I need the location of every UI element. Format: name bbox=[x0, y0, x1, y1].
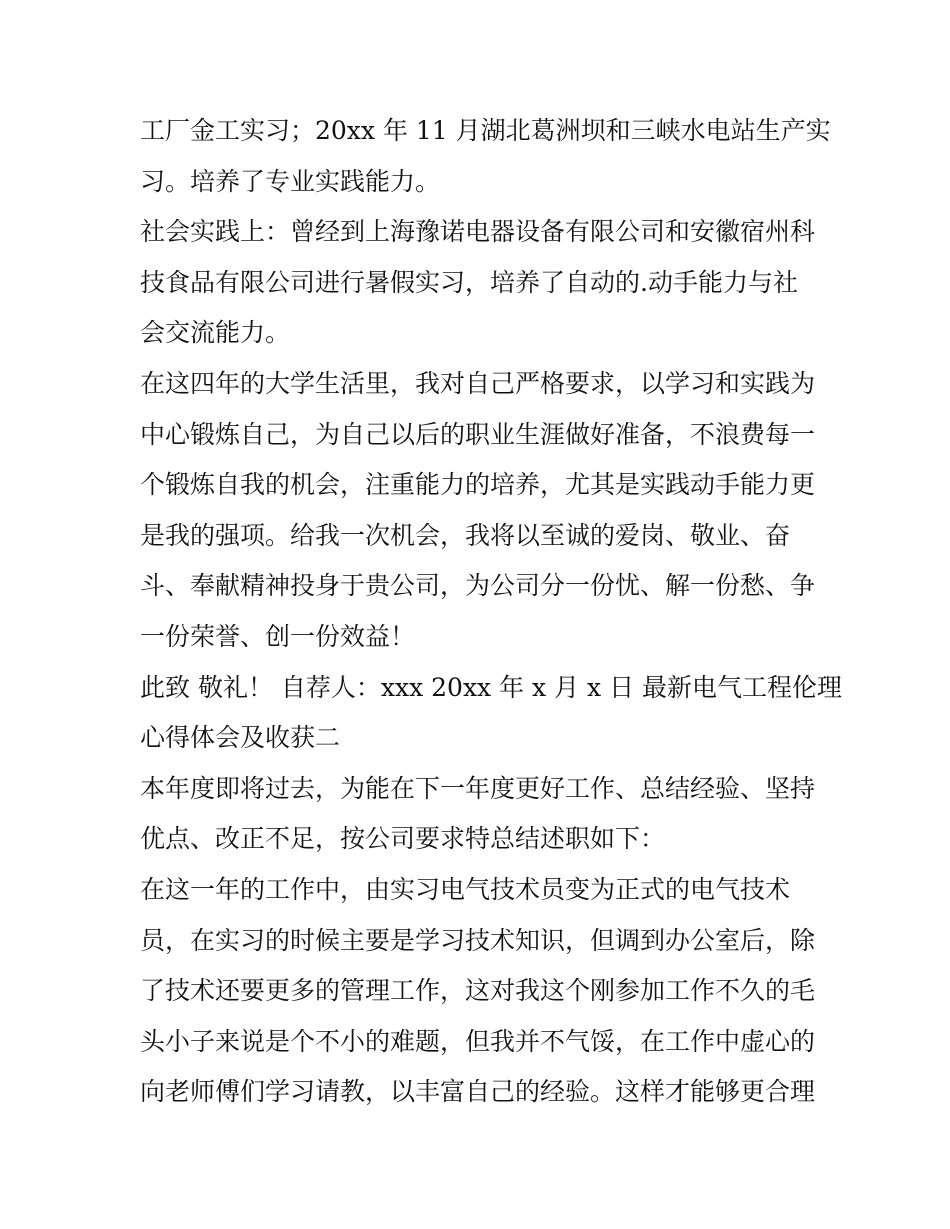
text-line: 此致 敬礼！ 自荐人：xxx 20xx 年 x 月 x 日 最新电气工程伦理 bbox=[140, 672, 843, 702]
text-line: 社会实践上：曾经到上海豫诺电器设备有限公司和安徽宿州科 bbox=[140, 217, 816, 247]
text-line: 在这四年的大学生活里，我对自己严格要求，以学习和实践为 bbox=[140, 368, 816, 398]
document-body bbox=[140, 106, 843, 1118]
text-line: 会交流能力。 bbox=[140, 318, 291, 348]
text-line: 习。培养了专业实践能力。 bbox=[140, 166, 441, 196]
text-line: 员，在实习的时候主要是学习技术知识，但调到办公室后，除 bbox=[140, 925, 816, 955]
text-line: 向老师傅们学习请教，以丰富自己的经验。这样才能够更合理 bbox=[140, 1077, 816, 1107]
text-line: 本年度即将过去，为能在下一年度更好工作、总结经验、坚持 bbox=[140, 773, 816, 803]
text-line: 心得体会及收获二 bbox=[140, 723, 341, 753]
text-line: 优点、改正不足，按公司要求特总结述职如下： bbox=[140, 824, 666, 854]
text-line: 在这一年的工作中，由实习电气技术员变为正式的电气技术 bbox=[140, 874, 791, 904]
text-line: 技食品有限公司进行暑假实习，培养了自动的.动手能力与社 bbox=[140, 267, 798, 297]
text-line: 斗、奉献精神投身于贵公司，为公司分一份忧、解一份愁、争 bbox=[140, 571, 816, 601]
text-line: 中心锻炼自己，为自己以后的职业生涯做好准备，不浪费每一 bbox=[140, 419, 816, 449]
text-line: 了技术还要更多的管理工作，这对我这个刚参加工作不久的毛 bbox=[140, 976, 816, 1006]
text-line: 是我的强项。给我一次机会，我将以至诚的爱岗、敬业、奋 bbox=[140, 520, 791, 550]
text-line: 工厂金工实习；20xx 年 11 月湖北葛洲坝和三峡水电站生产实 bbox=[140, 116, 831, 145]
text-line: 头小子来说是个不小的难题，但我并不气馁，在工作中虚心的 bbox=[140, 1026, 816, 1056]
text-line: 个锻炼自我的机会，注重能力的培养，尤其是实践动手能力更 bbox=[140, 470, 816, 500]
text-line: 一份荣誉、创一份效益！ bbox=[140, 621, 416, 651]
